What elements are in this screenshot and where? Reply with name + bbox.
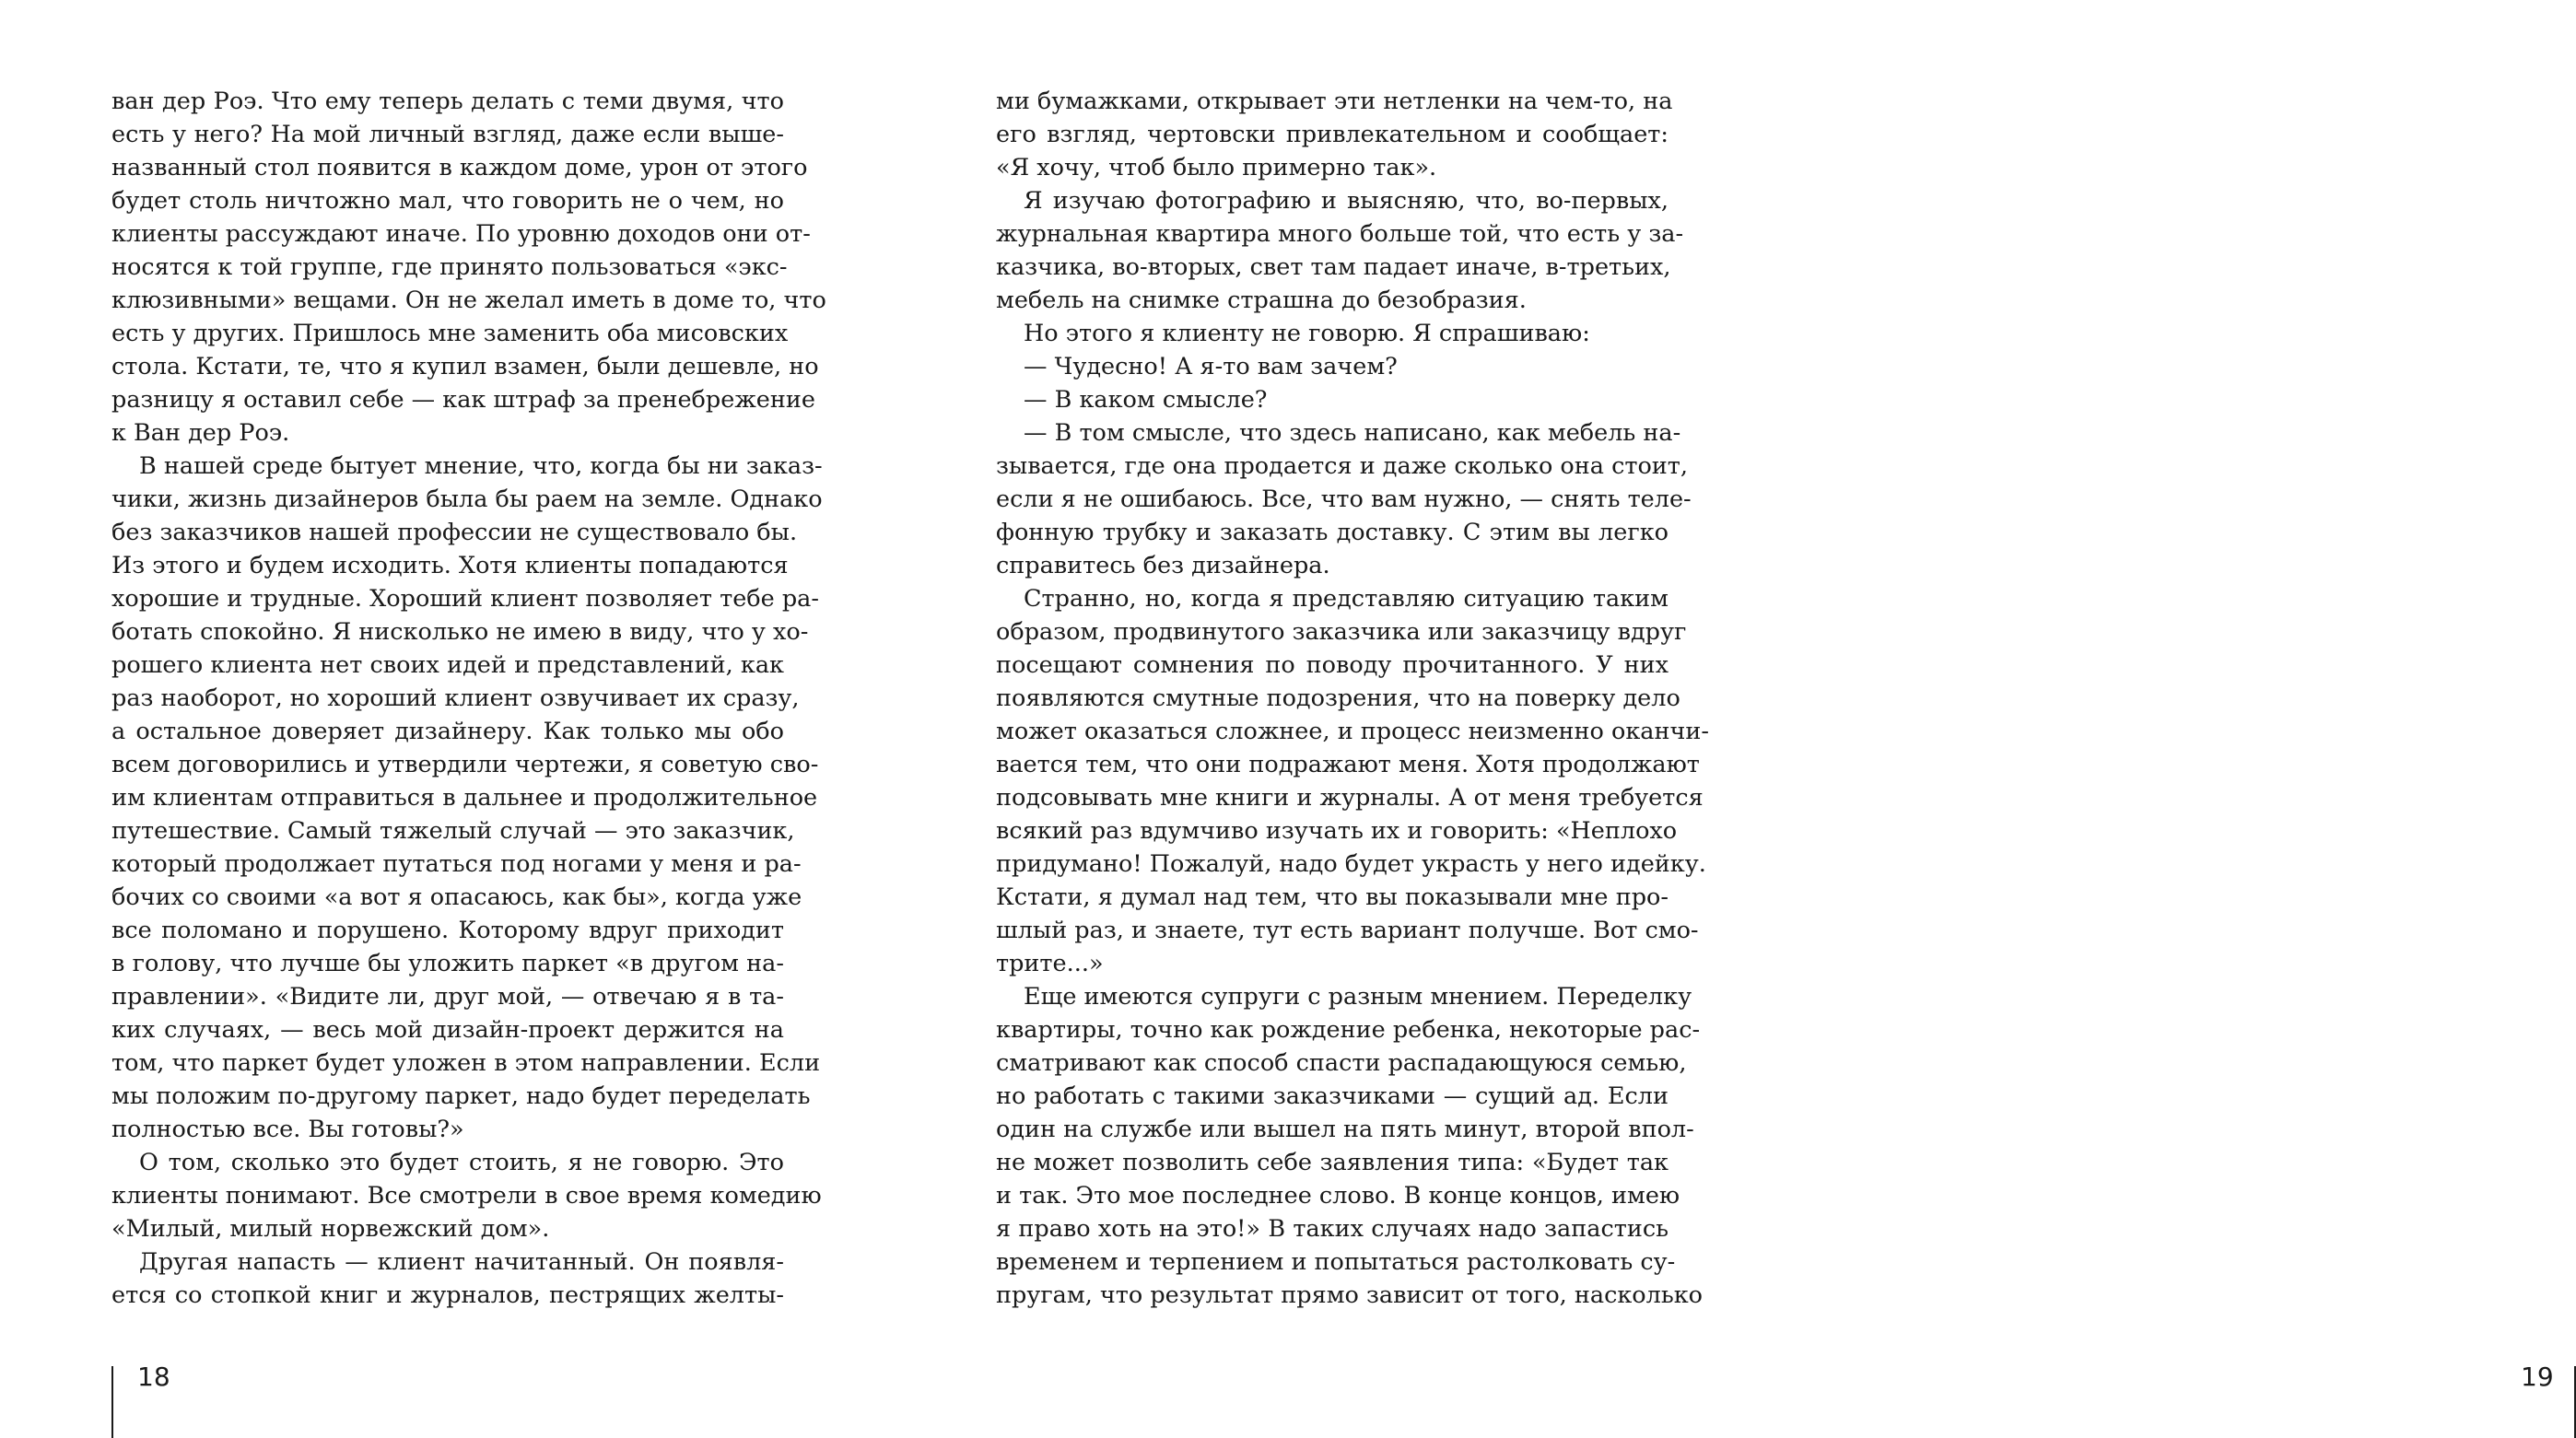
text-line: который продолжает путаться под ногами у меня и ра- bbox=[111, 850, 802, 878]
text-line: правлении». «Видите ли, друг мой, — отвечаю я в та- bbox=[111, 983, 784, 1011]
text-line: ван дер Роэ. Что ему теперь делать с теми двумя, что bbox=[111, 88, 784, 115]
text-line: чики, жизнь дизайнеров была бы раем на земле. Однако bbox=[111, 485, 823, 513]
text-line: всем договорились и утвердили чертежи, я советую сво- bbox=[111, 751, 819, 778]
paragraph-start-line: Странно, но, когда я представляю ситуацию таким bbox=[1024, 585, 1669, 613]
dialogue-line: — В каком смысле? bbox=[1024, 386, 1268, 414]
text-line: ботать спокойно. Я нисколько не имею в виду, что у хо- bbox=[111, 618, 809, 646]
right-page-text bbox=[996, 85, 1709, 1312]
text-line: Кстати, я думал над тем, что вы показывали мне про- bbox=[996, 883, 1669, 911]
text-line: фонную трубку и заказать доставку. С этим вы легко bbox=[996, 519, 1669, 546]
text-line: к Ван дер Роэ. bbox=[111, 419, 290, 447]
text-line: будет столь ничтожно мал, что говорить не о чем, но bbox=[111, 187, 784, 215]
dialogue-line: — Чудесно! А я-то вам зачем? bbox=[1024, 353, 1398, 380]
text-line: подсовывать мне книги и журналы. А от меня требуется bbox=[996, 784, 1704, 812]
text-line: рошего клиента нет своих идей и представлений, как bbox=[111, 651, 784, 679]
paragraph-start-line: О том, сколько это будет стоить, я не говорю. Это bbox=[139, 1149, 784, 1176]
text-line: квартиры, точно как рождение ребенка, некоторые рас- bbox=[996, 1016, 1701, 1044]
paragraph-start-line: Еще имеются супруги с разным мнением. Переделку bbox=[1024, 983, 1692, 1011]
text-line: всякий раз вдумчиво изучать их и говорить: «Неплохо bbox=[996, 817, 1678, 845]
folio-rule bbox=[111, 1366, 113, 1438]
text-line: хорошие и трудные. Хороший клиент позволяет тебе ра- bbox=[111, 585, 820, 613]
paragraph-start-line: Я изучаю фотографию и выясняю, что, во-первых, bbox=[1024, 187, 1669, 215]
text-line: казчика, во-вторых, свет там падает иначе, в-третьих, bbox=[996, 253, 1671, 281]
text-line: образом, продвинутого заказчика или заказчицу вдруг bbox=[996, 618, 1687, 646]
left-page bbox=[0, 0, 893, 1438]
text-line: придумано! Пожалуй, надо будет украсть у него идейку. bbox=[996, 850, 1706, 878]
text-line: я право хоть на это!» В таких случаях надо запастись bbox=[996, 1215, 1669, 1243]
text-line: названный стол появится в каждом доме, урон от этого bbox=[111, 154, 808, 181]
text-line: справитесь без дизайнера. bbox=[996, 552, 1330, 579]
text-line: мебель на снимке страшна до безобразия. bbox=[996, 286, 1527, 314]
text-line: том, что паркет будет уложен в этом направлении. Если bbox=[111, 1049, 821, 1077]
text-line: ких случаях, — весь мой дизайн-проект держится на bbox=[111, 1016, 784, 1044]
text-line: один на службе или вышел на пять минут, второй впол- bbox=[996, 1116, 1694, 1143]
text-line: стола. Кстати, те, что я купил взамен, были дешевле, но bbox=[111, 353, 819, 380]
text-line: и так. Это мое последнее слово. В конце концов, имею bbox=[996, 1182, 1680, 1210]
text-line: Из этого и будем исходить. Хотя клиенты попадаются bbox=[111, 552, 789, 579]
text-line: зывается, где она продается и даже сколько она стоит, bbox=[996, 452, 1689, 480]
right-page bbox=[893, 0, 2554, 1438]
text-line: а остальное доверяет дизайнеру. Как только мы обо bbox=[111, 718, 784, 745]
text-line: вается тем, что они подражают меня. Хотя продолжают bbox=[996, 751, 1700, 778]
text-line: журнальная квартира много больше той, что есть у за- bbox=[996, 220, 1684, 248]
text-line: если я не ошибаюсь. Все, что вам нужно, — снять теле- bbox=[996, 485, 1692, 513]
text-line: шлый раз, и знаете, тут есть вариант получше. Вот смо- bbox=[996, 917, 1699, 944]
text-line: полностью все. Вы готовы?» bbox=[111, 1116, 464, 1143]
text-line: клиенты понимают. Все смотрели в свое время комедию bbox=[111, 1182, 822, 1210]
text-line: ми бумажками, открывает эти нетленки на чем-то, на bbox=[996, 88, 1673, 115]
paragraph-start-line: Другая напасть — клиент начитанный. Он появля- bbox=[139, 1248, 784, 1276]
text-line: пругам, что результат прямо зависит от того, насколько bbox=[996, 1281, 1704, 1309]
text-line: в голову, что лучше бы уложить паркет «в другом на- bbox=[111, 950, 784, 977]
text-line: сматривают как способ спасти распадающуюся семью, bbox=[996, 1049, 1687, 1077]
dialogue-line: — В том смысле, что здесь написано, как мебель на- bbox=[1024, 419, 1681, 447]
text-line: раз наоборот, но хороший клиент озвучивает их сразу, bbox=[111, 684, 800, 712]
left-page-text bbox=[111, 85, 826, 1312]
text-line: без заказчиков нашей профессии не существовало бы. bbox=[111, 519, 798, 546]
text-line: появляются смутные подозрения, что на поверку дело bbox=[996, 684, 1680, 712]
text-line: временем и терпением и попытаться растолковать су- bbox=[996, 1248, 1676, 1276]
text-line: путешествие. Самый тяжелый случай — это заказчик, bbox=[111, 817, 795, 845]
text-line: но работать с такими заказчиками — сущий ад. Если bbox=[996, 1082, 1669, 1110]
text-line: посещают сомнения по поводу прочитанного. У них bbox=[996, 651, 1669, 679]
text-line: не может позволить себе заявления типа: «Будет так bbox=[996, 1149, 1669, 1176]
paragraph-start-line: В нашей среде бытует мнение, что, когда бы ни заказ- bbox=[139, 452, 823, 480]
page-number: 19 bbox=[2521, 1362, 2554, 1392]
text-line: клиенты рассуждают иначе. По уровню доходов они от- bbox=[111, 220, 811, 248]
text-line: все поломано и порушено. Которому вдруг приходит bbox=[111, 917, 784, 944]
text-line: может оказаться сложнее, и процесс неизменно оканчи- bbox=[996, 718, 1709, 745]
text-line: им клиентам отправиться в дальнее и продолжительное bbox=[111, 784, 818, 812]
text-line: его взгляд, чертовски привлекательном и сообщает: bbox=[996, 121, 1669, 148]
page-number: 18 bbox=[137, 1362, 170, 1392]
text-line: есть у него? На мой личный взгляд, даже если выше- bbox=[111, 121, 784, 148]
text-line: носятся к той группе, где принято пользоваться «экс- bbox=[111, 253, 788, 281]
text-line: трите...» bbox=[996, 950, 1104, 977]
text-line: разницу я оставил себе — как штраф за пренебрежение bbox=[111, 386, 815, 414]
text-line: ется со стопкой книг и журналов, пестрящих желты- bbox=[111, 1281, 784, 1309]
text-line: «Милый, милый норвежский дом». bbox=[111, 1215, 550, 1243]
text-line: мы положим по-другому паркет, надо будет переделать bbox=[111, 1082, 811, 1110]
text-line: «Я хочу, чтоб было примерно так». bbox=[996, 154, 1437, 181]
text-line: клюзивными» вещами. Он не желал иметь в доме то, что bbox=[111, 286, 826, 314]
text-line: бочих со своими «а вот я опасаюсь, как бы», когда уже bbox=[111, 883, 802, 911]
text-line: есть у других. Пришлось мне заменить оба мисовских bbox=[111, 320, 789, 347]
paragraph-start-line: Но этого я клиенту не говорю. Я спрашиваю: bbox=[1024, 320, 1590, 347]
